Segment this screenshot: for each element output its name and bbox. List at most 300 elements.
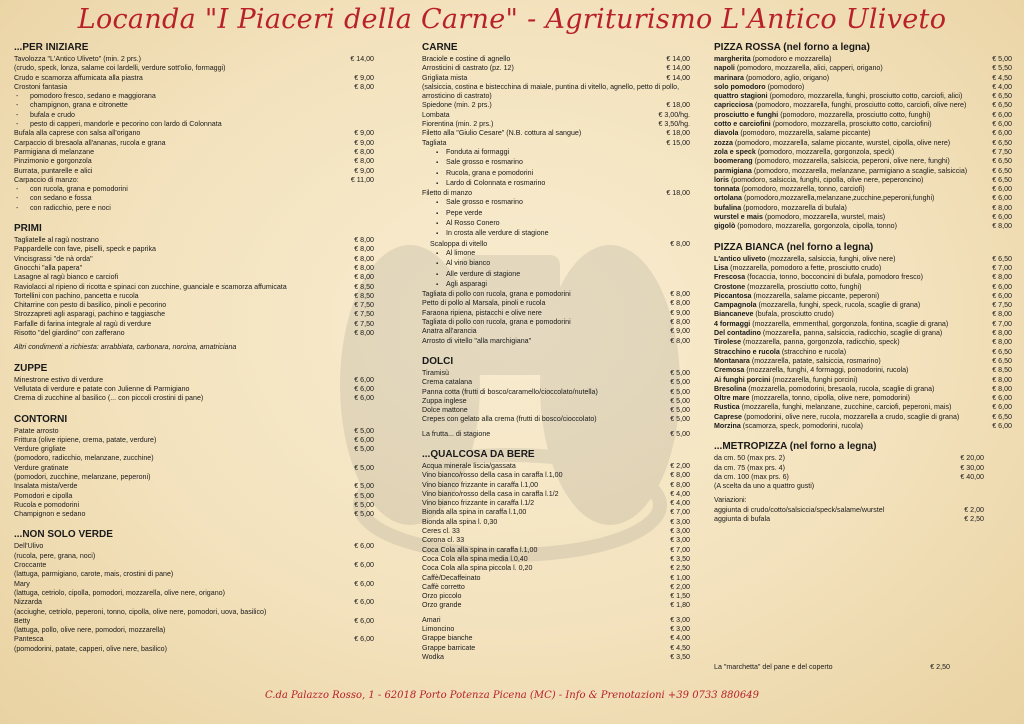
item-price: € 5,00 [354,491,374,500]
menu-item [422,179,690,189]
item-price: € 5,00 [354,500,374,509]
menu-column-middle [422,42,690,672]
item-name: (lattuga, pollo, olive nere, pomodori, mozzarella) [14,626,166,635]
item-price: € 9,00 [354,166,374,175]
menu-item [422,388,690,397]
marchetta-row [714,663,950,672]
section-title: CONTORNI [14,413,68,425]
item-price: € 8,00 [354,263,374,272]
item-description: (pomodoro, mozzarella, funghi, prosciutto cotto, carciofi, alici) [767,92,963,101]
menu-item [14,292,374,301]
item-name: boomerang [714,157,753,166]
item-price: € 8,00 [670,239,690,248]
item-price: € 8,00 [354,82,374,91]
menu-item [714,385,1012,394]
menu-item [14,273,374,282]
menu-section [714,441,1012,524]
item-name: Pomodori e cipolla [14,491,73,500]
item-name: ▪ Rucola, grana e pomodorini [422,169,690,179]
menu-item [422,327,690,336]
item-price: € 8,00 [670,290,690,299]
item-price: € 6,00 [354,375,374,384]
item-name: napoli [714,64,735,73]
item-name: Grigliata mista [422,73,468,82]
item-name: ▪ Pepe verde [422,209,690,219]
menu-item [422,64,690,73]
item-name: Arrosto di vitello "alla marchigiana" [422,336,532,345]
menu-item [422,240,690,249]
menu-item [14,310,374,319]
item-price: € 7,00 [992,319,1012,328]
item-price: € 6,50 [992,254,1012,263]
menu-item [422,481,690,490]
item-name: da cm. 50 (max prs. 2) [714,454,785,463]
menu-item [714,348,1012,357]
item-description: (focaccia, tonno, bocconcini di bufala, pomodoro fresco) [745,273,923,282]
item-name: Lombata [422,110,450,119]
item-price: € 7,50 [354,301,374,310]
menu-item [422,83,690,92]
item-name: La frutta... di stagione [422,429,491,438]
item-price: € 6,00 [354,598,374,607]
menu-item [422,148,690,158]
item-name: Stracchino e rucola [714,347,780,356]
menu-item [422,415,690,424]
item-price: € 8,00 [992,222,1012,231]
item-price: € 14,00 [666,64,690,73]
item-name: Pinzimonio e gorgonzola [14,157,92,166]
menu-section [14,414,374,520]
item-price: € 8,00 [992,338,1012,347]
menu-item [14,617,374,626]
section-title: ...METROPIZZA (nel forno a legna) [714,441,877,453]
menu-item [714,376,1012,385]
item-name: Chitarrine con pesto di basilico, pinoli e pecorino [14,301,167,310]
section-title: DOLCI [422,355,454,367]
menu-item [714,111,1012,120]
menu-item [14,176,374,185]
item-description: (mozzarella, funghi porcini) [770,375,858,384]
item-price: € 8,50 [992,366,1012,375]
item-name: Vincisgrassi "de nà orda" [14,254,93,263]
item-name: Coca Cola alla spina media l.0,40 [422,554,528,563]
menu-item [422,583,690,592]
menu-item [14,64,374,73]
item-description: (mozzarella, emmenthal, gorgonzola, fontina, scaglie di grana) [750,319,949,328]
menu-item [14,635,374,644]
item-name: Tagliata di pollo con rucola, grana e pomodorini [422,290,571,299]
menu-item [422,139,690,148]
item-name: zozza [714,138,733,147]
item-price: € 6,00 [992,213,1012,222]
menu-section [14,529,374,654]
menu-item [14,552,374,561]
menu-item [714,139,1012,148]
menu-item [714,273,1012,282]
menu-item [422,564,690,573]
menu-item [14,329,374,338]
item-price: € 14,00 [666,55,690,63]
item-name: (acciughe, cetriolo, peperoni, tonno, cipolla, olive nere, pomodori, uova, basilico) [14,607,267,616]
section-title: PIZZA ROSSA (nel forno a legna) [714,42,870,53]
item-price: € 8,00 [670,299,690,308]
menu-item [422,536,690,545]
item-description: (mozzarella, panna, salsiccia, radicchio, scaglie di grana) [760,329,943,338]
menu-item [714,167,1012,176]
item-price: € 3,50/hg. [658,120,690,129]
item-price: € 6,50 [992,347,1012,356]
menu-item [422,378,690,387]
menu-item [422,169,690,179]
item-price: € 5,00 [354,445,374,454]
item-price: € 6,00 [992,394,1012,403]
item-description: (pomodoro,mozzarella,melanzane,zucchine,peperoni,funghi) [741,194,935,203]
item-name: Champignon e sedano [14,510,86,519]
item-name: L'antico uliveto [714,254,766,263]
item-price: € 4,50 [670,643,690,652]
item-name: Zuppa inglese [422,396,467,405]
item-price: € 6,50 [992,157,1012,166]
item-name: diavola [714,129,739,138]
menu-item [14,482,374,491]
item-name: Amari [422,615,441,624]
menu-item [14,598,374,607]
menu-item [714,64,1012,73]
item-price: € 2,50 [964,515,984,524]
footer-address: C.da Palazzo Rosso, 1 - 62018 Porto Potenza Picena (MC) - Info & Prenotazioni +39 0733 880649 [265,690,759,701]
item-name: Crema di zucchine al basilico (... con piccoli crostini di pane) [14,394,204,403]
menu-item [14,148,374,157]
menu-item [714,92,1012,101]
item-price: € 6,00 [992,194,1012,203]
menu-item [714,222,1012,231]
item-price: € 6,00 [354,579,374,588]
item-name: bufalina [714,203,742,212]
item-price: € 8,00 [354,157,374,166]
item-name: tonnata [714,185,740,194]
item-name: Caffè/Decaffeinato [422,573,481,582]
item-price: € 6,00 [992,282,1012,291]
item-price: € 3,00 [670,625,690,634]
item-name: Grappe barricate [422,643,476,652]
menu-item [714,454,984,463]
item-price: € 5,00 [354,482,374,491]
menu-item [14,320,374,329]
menu-item [714,464,984,473]
menu-item [714,482,1012,491]
item-name: Wodka [422,652,444,661]
menu-item [422,527,690,536]
item-description: (mozzarella, pomodoro a fette, prosciutto crudo) [728,263,882,272]
item-price: € 8,00 [670,471,690,480]
item-price: € 5,00 [354,426,374,435]
menu-item [14,427,374,436]
item-name: Burrata, puntarelle e alici [14,166,93,175]
item-price: € 6,00 [354,394,374,403]
item-price: € 7,00 [992,263,1012,272]
item-price: € 8,00 [992,310,1012,319]
menu-item [714,55,1012,64]
item-description: (pomodoro) [765,82,805,91]
menu-item [714,422,1012,431]
menu-item [14,185,374,194]
menu-item [14,608,374,617]
item-price: € 8,00 [992,273,1012,282]
menu-item [422,546,690,555]
item-name: Vellutata di verdure e patate con Julienne di Parmigiano [14,384,190,393]
item-price: € 5,00 [354,463,374,472]
menu-section [714,242,1012,432]
menu-item [714,129,1012,138]
page-title: Locanda "I Piaceri della Carne" - Agriturismo L'Antico Uliveto [77,4,947,35]
menu-item [714,473,984,482]
item-description: (pomodoro, mozzarella, alici, capperi, origano) [734,64,883,73]
item-description: (pomodorini, olive nere, rucola, mozzarella a crudo, scaglie di grana) [742,412,960,421]
menu-item [714,310,1012,319]
item-name: Faraona ripiena, pistacchi e olive nere [422,308,542,317]
item-price: € 8,00 [670,480,690,489]
menu-item [422,198,690,208]
menu-item [714,357,1012,366]
menu-item [422,592,690,601]
item-price: € 2,50 [670,564,690,573]
menu-item [422,490,690,499]
item-price: € 3,00 [670,517,690,526]
item-name: Patate arrosto [14,426,59,435]
menu-item [714,157,1012,166]
item-description: (pomodoro, mozzarella di bufala) [741,203,847,212]
item-name: Tavolozza "L'Antico Uliveto" (min. 2 prs.) [14,55,142,63]
item-name: ▪ Lardo di Colonnata e rosmarino [422,179,690,189]
menu-item [422,369,690,378]
item-name: Biancaneve [714,310,754,319]
item-description: (pomodoro, mozzarella, prosciutto cotto, carciofini) [770,120,932,129]
menu-item [714,194,1012,203]
menu-item [14,194,374,203]
menu-item [14,645,374,654]
item-name: Vino bianco frizzante in caraffa l.1/2 [422,499,535,508]
item-name: ▪ Agli asparagi [422,280,690,290]
item-price: € 20,00 [960,454,984,463]
item-price: € 14,00 [350,55,374,63]
item-name: Carpaccio di bresaola all'ananas, rucola e grana [14,138,166,147]
menu-item [422,270,690,280]
menu-item [422,397,690,406]
item-name: Caprese [714,412,742,421]
item-name: Risotto "del giardino" con zafferano [14,329,125,338]
menu-item [422,471,690,480]
item-price: € 6,50 [992,175,1012,184]
item-description: (mozzarella, funghi, melanzane, zucchine, carciofi, peperoni, mais) [739,403,952,412]
item-price: € 6,50 [992,166,1012,175]
menu-item [14,473,374,482]
menu-item [14,283,374,292]
item-name: Tortellini con pachino, pancetta e rucola [14,291,139,300]
section-title: ...QUALCOSA DA BERE [422,448,535,460]
item-name: da cm. 75 (max prs. 4) [714,463,785,472]
menu-item [14,501,374,510]
item-description: (stracchino e rucola) [779,347,847,356]
item-name: ▪ Alle verdure di stagione [422,270,690,280]
menu-item [14,120,374,129]
item-name: - con radicchio, pere e noci [14,204,374,213]
item-name: Variazioni: [714,496,747,505]
item-name: 4 formaggi [714,319,751,328]
item-name: (A scelta da uno a quattro gusti) [714,482,815,491]
item-price: € 4,50 [992,73,1012,82]
item-name: ▪ Fonduta ai formaggi [422,148,690,158]
section-title: PRIMI [14,223,42,235]
item-name: Crostoni fantasia [14,82,68,91]
item-name: cotto e carciofini [714,120,771,129]
item-name: Coca Cola alla spina piccola l. 0,20 [422,564,533,573]
menu-item [14,101,374,110]
menu-item [714,283,1012,292]
item-price: € 8,00 [354,236,374,245]
item-description: (mozzarella, salame piccante, peperoni) [751,291,880,300]
item-price: € 7,50 [992,147,1012,156]
menu-item [14,626,374,635]
item-price: € 18,00 [666,189,690,198]
item-name: parmigiana [714,166,752,175]
item-name: Lasagne al ragù bianco e carciofi [14,273,119,282]
item-price: € 5,00 [992,55,1012,63]
menu-item [14,445,374,454]
menu-item [714,394,1012,403]
menu-item [14,55,374,64]
menu-item [422,158,690,168]
item-price: € 6,00 [354,616,374,625]
menu-item [714,120,1012,129]
section-title: PIZZA BIANCA (nel forno a legna) [714,241,874,253]
menu-item [422,555,690,564]
item-name: Acqua minerale liscia/gassata [422,461,516,470]
item-name: Bionda alla spina in caraffa l.1,00 [422,508,527,517]
item-name: - con sedano e fossa [14,194,374,203]
menu-item [422,189,690,198]
item-description: (mozzarella, panna, gorgonzola, radicchio, speck) [741,338,900,347]
menu-item [422,616,690,625]
menu-item [14,385,374,394]
menu-item [714,329,1012,338]
menu-item [14,561,374,570]
item-description: (mozzarella, salsiccia, funghi, olive nere) [765,254,896,263]
menu-item [714,301,1012,310]
item-price: € 6,50 [992,92,1012,101]
menu-item [422,92,690,101]
item-price: € 5,00 [670,368,690,377]
menu-section [14,42,374,213]
menu-item [14,394,374,403]
item-price: € 4,00 [670,499,690,508]
item-name: (crudo, speck, lonza, salame coi lardelli, verdure sott'olio, formaggi) [14,64,226,73]
item-price: € 8,00 [992,375,1012,384]
item-description: (pomodoro, mozzarella, melanzane, parmigiano a scaglie, salsiccia) [751,166,968,175]
item-price: € 8,50 [354,291,374,300]
item-price: € 5,00 [670,429,690,438]
item-name: zola e speck [714,147,756,156]
item-name: - champignon, grana e citronette [14,101,374,110]
item-name: Vino bianco/rosso della casa in caraffa l.1,00 [422,471,563,480]
menu-item [14,157,374,166]
item-name: Pantesca [14,635,44,644]
item-price: € 8,00 [354,329,374,338]
menu-item [714,213,1012,222]
item-name: ▪ Sale grosso e rosmarino [422,198,690,208]
menu-item [714,506,984,515]
item-name: Rustica [714,403,740,412]
item-name: (pomodoro, radicchio, melanzane, zucchine) [14,454,154,463]
menu-section [422,42,690,346]
item-name: (rucola, pere, grana, noci) [14,551,96,560]
item-name: Caffè corretto [422,582,465,591]
menu-note: Altri condimenti a richiesta: arrabbiata, carbonara, norcina, amatriciana [14,343,237,352]
item-price: € 5,00 [670,406,690,415]
item-name: Rucola e pomodorini [14,500,80,509]
item-price: € 8,00 [992,384,1012,393]
item-price: € 5,00 [670,378,690,387]
item-name: Gnocchi "alla papera" [14,263,83,272]
menu-item [14,436,374,445]
item-name: Verdure grigliate [14,445,66,454]
menu-item [14,83,374,92]
item-name: Bufala alla caprese con salsa all'origano [14,129,141,138]
item-price: € 8,00 [992,203,1012,212]
menu-item [422,653,690,662]
item-name: (pomodori, zucchine, melanzane, peperoni) [14,472,151,481]
item-name: gigolò [714,222,736,231]
item-price: € 8,00 [354,273,374,282]
item-name: da cm. 100 (max prs. 6) [714,472,789,481]
menu-item [714,264,1012,273]
item-description: (scamorza, speck, pomodorini, rucola) [740,421,864,430]
item-price: € 9,00 [354,138,374,147]
item-price: € 9,00 [354,129,374,138]
item-name: loris [714,175,729,184]
item-name: ortolana [714,194,742,203]
item-name: aggiunta di bufala [714,515,771,524]
item-price: € 3,50 [670,554,690,563]
item-price: € 9,00 [354,73,374,82]
item-name: Pappardelle con fave, piselli, speck e paprika [14,245,156,254]
item-price: € 6,00 [354,435,374,444]
item-price: € 6,00 [992,421,1012,430]
item-price: € 6,50 [992,101,1012,110]
item-price: € 3,00 [670,527,690,536]
menu-item [14,492,374,501]
item-name: Lisa [714,263,729,272]
item-name: Frittura (olive ripiene, crema, patate, verdure) [14,435,157,444]
menu-section [14,363,374,404]
menu-item [422,290,690,299]
item-price: € 6,50 [992,138,1012,147]
item-price: € 8,50 [354,282,374,291]
item-price: € 6,00 [354,635,374,644]
menu-item [422,129,690,138]
item-name: Anatra all'arancia [422,327,477,336]
menu-item [422,55,690,64]
menu-item [422,309,690,318]
menu-item [422,101,690,110]
item-price: € 18,00 [666,129,690,138]
item-name: - pesto di capperi, mandorle e pecorino con lardo di Colonnata [14,120,374,129]
menu-item [14,255,374,264]
item-price: € 2,00 [670,582,690,591]
item-name: Mary [14,579,30,588]
item-description: (mozzarella, patate, salsiccia, rosmarino) [749,356,881,365]
item-name: Betty [14,616,31,625]
menu-item [422,74,690,83]
